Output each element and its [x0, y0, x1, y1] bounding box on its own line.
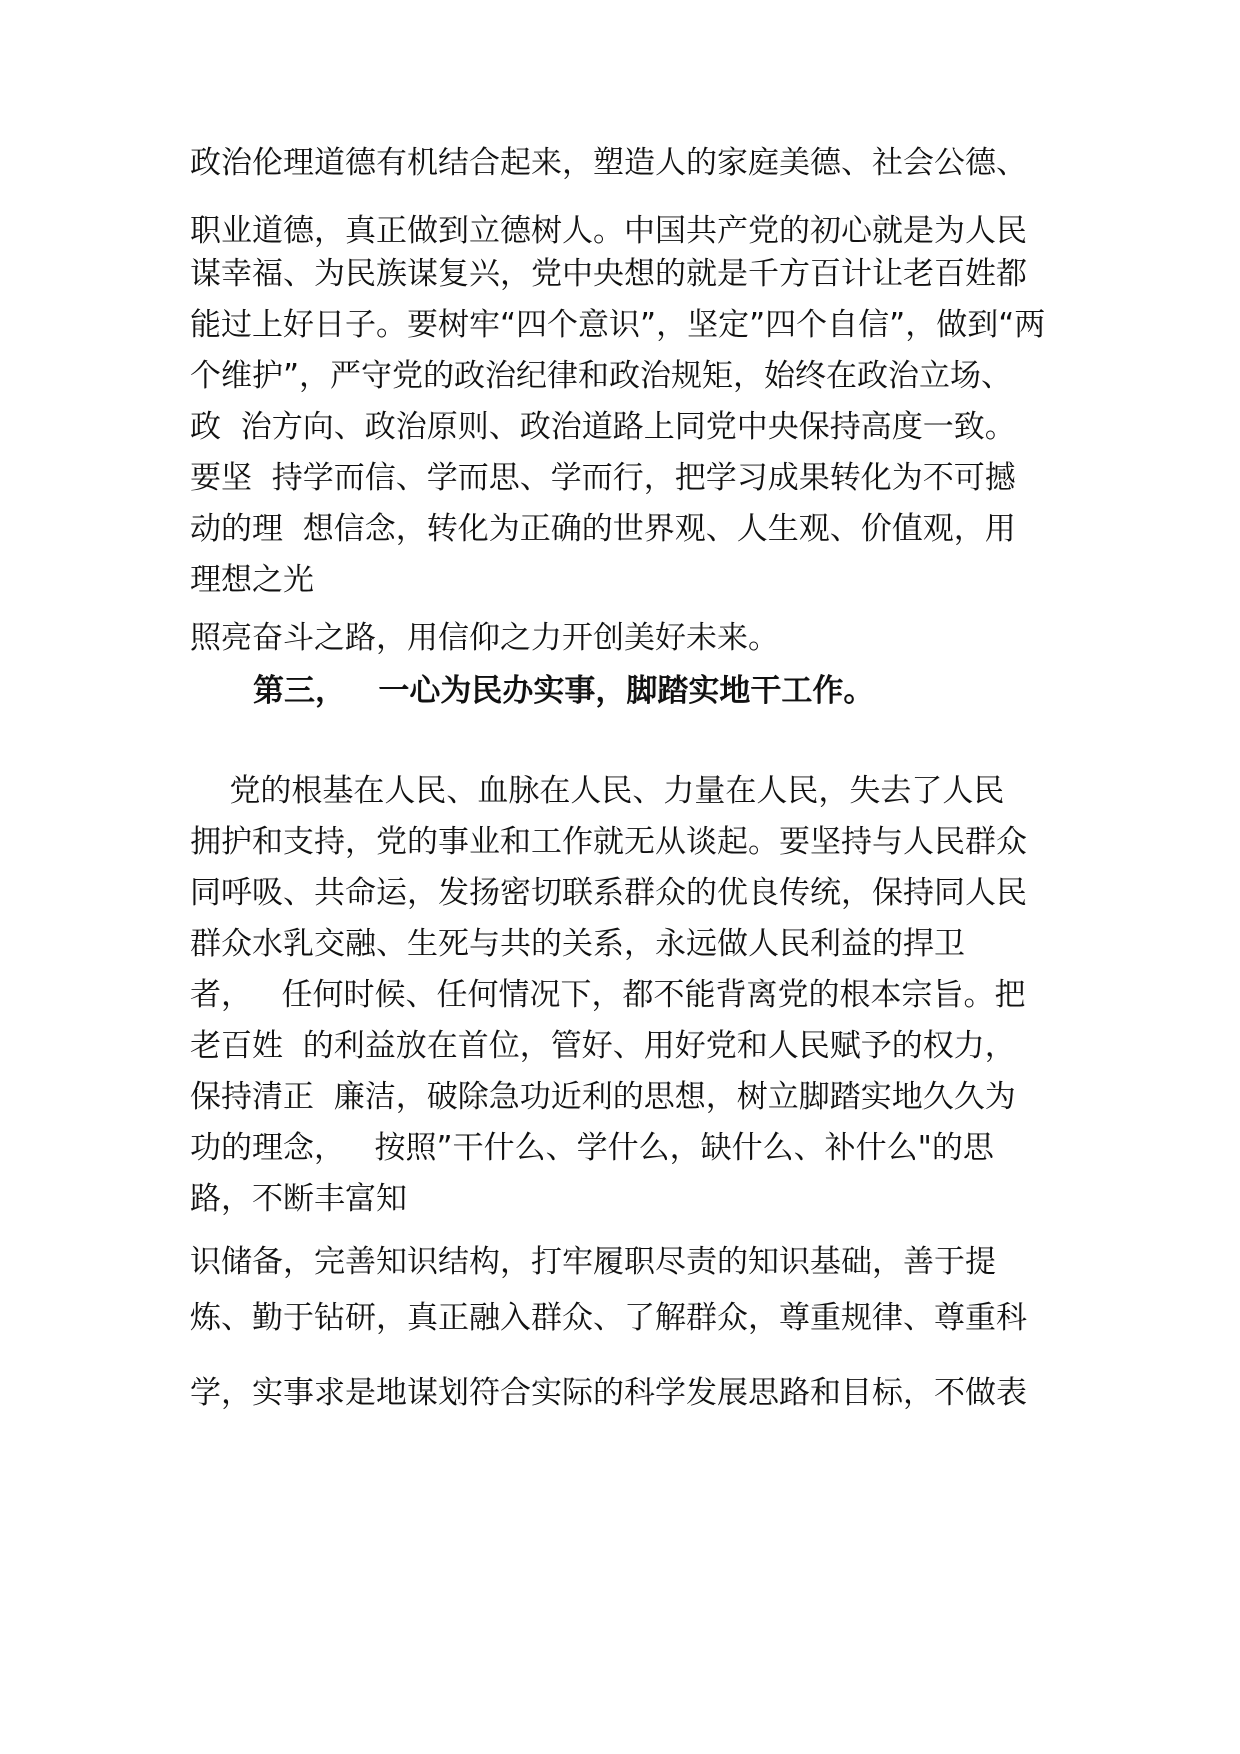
- text-line: 路，不断丰富知: [190, 1181, 407, 1217]
- text-line: 炼、勤于钻研，真正融入群众、了解群众，尊重规律、尊重科: [190, 1300, 1027, 1336]
- text-line: 动的理 想信念，转化为正确的世界观、人生观、价值观，用: [190, 511, 1016, 547]
- text-line: 理想之光: [190, 562, 314, 598]
- text-line: 能过上好日子。要树牢“四个意识”，坚定”四个自信”，做到“两: [190, 307, 1046, 343]
- text-line: 党的根基在人民、血脉在人民、力量在人民，失去了人民: [190, 773, 1005, 809]
- text-line: 识储备，完善知识结构，打牢履职尽责的知识基础，善于提: [190, 1244, 996, 1280]
- text-line: 者， 任何时候、任何情况下，都不能背离党的根本宗旨。把: [190, 977, 1026, 1013]
- text-line: 政治伦理道德有机结合起来，塑造人的家庭美德、社会公德、: [190, 145, 1027, 181]
- text-line: 保持清正 廉洁，破除急功近利的思想，树立脚踏实地久久为: [190, 1079, 1016, 1115]
- text-line: 个维护”，严守党的政治纪律和政治规矩，始终在政治立场、: [190, 358, 1013, 394]
- text-line: 学，实事求是地谋划符合实际的科学发展思路和目标，不做表: [190, 1375, 1027, 1411]
- text-line: 功的理念， 按照”干什么、学什么，缺什么、补什么"的思: [190, 1130, 994, 1166]
- text-line: 群众水乳交融、生死与共的关系，永远做人民利益的捍卫: [190, 926, 965, 962]
- text-line: 职业道德，真正做到立德树人。中国共产党的初心就是为人民: [190, 213, 1027, 249]
- text-line: 同呼吸、共命运，发扬密切联系群众的优良传统，保持同人民: [190, 875, 1027, 911]
- text-line: 政 治方向、政治原则、政治道路上同党中央保持高度一致。: [190, 409, 1016, 445]
- text-line: 要坚 持学而信、学而思、学而行，把学习成果转化为不可撼: [190, 460, 1016, 496]
- text-line: 老百姓 的利益放在首位，管好、用好党和人民赋予的权力，: [190, 1028, 1016, 1064]
- text-line: 照亮奋斗之路，用信仰之力开创美好未来。: [190, 620, 779, 656]
- text-line: 谋幸福、为民族谋复兴，党中央想的就是千方百计让老百姓都: [190, 256, 1027, 292]
- section-heading: 第三， 一心为民办实事，脚踏实地干工作。: [253, 673, 875, 709]
- text-line: 拥护和支持，党的事业和工作就无从谈起。要坚持与人民群众: [190, 824, 1027, 860]
